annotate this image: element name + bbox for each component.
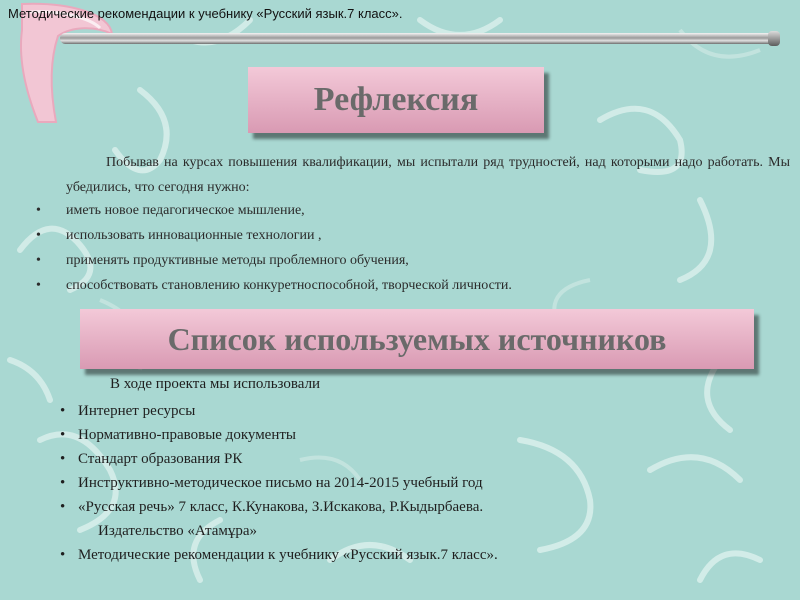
list-item: • использовать инновационные технологии , <box>0 223 512 248</box>
list-item: • Методические рекомендации к учебнику «Русский язык.7 класс». <box>0 543 498 567</box>
list-item: • применять продуктивные методы проблемного обучения, <box>0 248 512 273</box>
decorative-rod <box>60 33 778 44</box>
list-item-continuation: Издательство «Атамұра» <box>98 523 258 539</box>
list-item: • «Русская речь» 7 класс, К.Кунакова, З.Искакова, Р.Кыдырбаева. <box>0 495 498 519</box>
reflection-title: Рефлексия <box>248 67 544 133</box>
list-item: • Нормативно-правовые документы <box>0 423 498 447</box>
list-item: • Стандарт образования РК <box>0 447 498 471</box>
sources-list <box>0 399 498 567</box>
list-item: • иметь новое педагогическое мышление, <box>0 198 512 223</box>
list-item: • способствовать становлению конкуретноспособной, творческой личности. <box>0 273 512 298</box>
list-item: • Инструктивно-методическое письмо на 2014-2015 учебный год <box>0 471 498 495</box>
sources-intro: В ходе проекта мы использовали <box>110 376 321 392</box>
list-item: • Интернет ресурсы <box>0 399 498 423</box>
reflection-list <box>0 198 512 298</box>
reflection-paragraph: Побывав на курсах повышения квалификации, мы испытали ряд трудностей, над которыми надо работать. Мы убедились, что сегодня нужно: <box>66 155 790 195</box>
header-title: Методические рекомендации к учебнику «Русский язык.7 класс». <box>8 6 403 21</box>
sources-title: Список используемых источников <box>80 309 754 369</box>
rod-cap <box>768 31 780 46</box>
